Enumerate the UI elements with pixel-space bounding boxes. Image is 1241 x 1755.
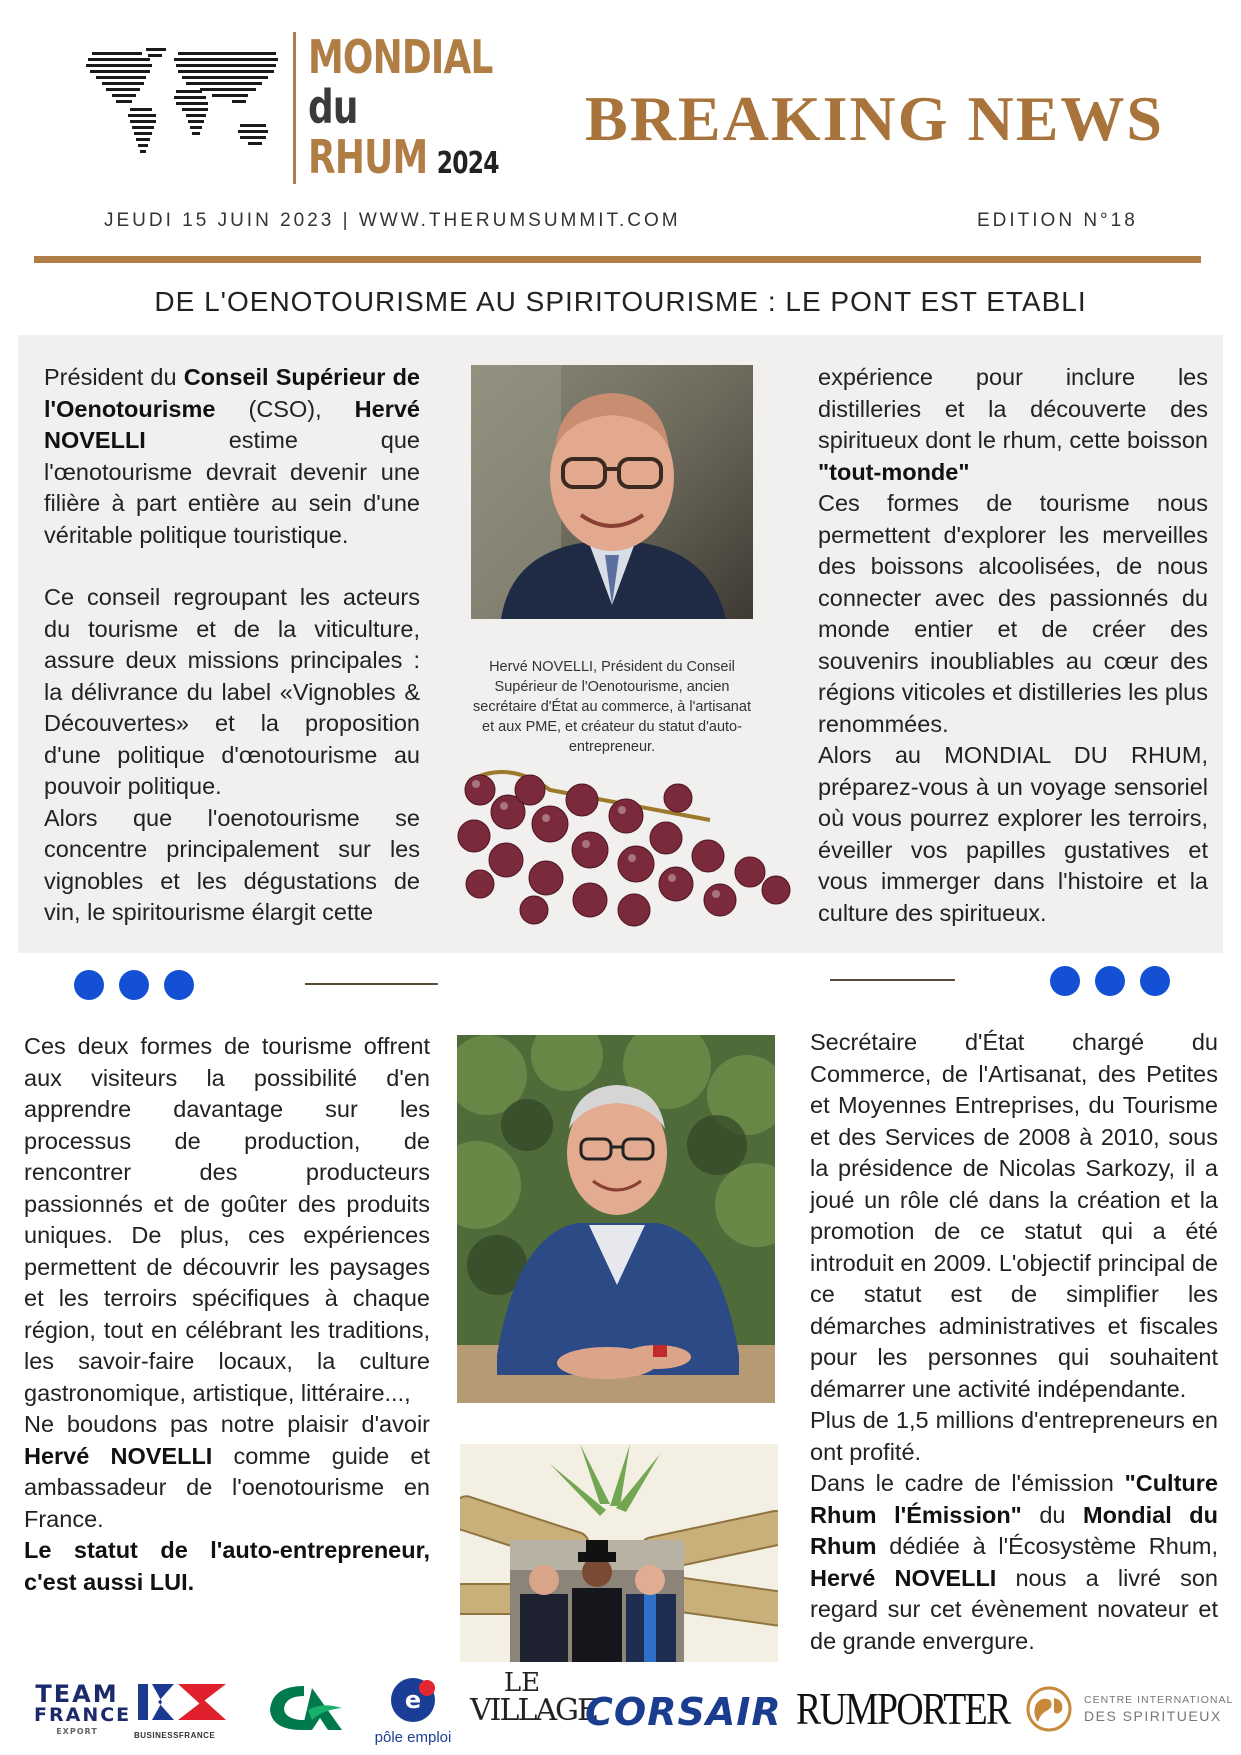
article-headline: DE L'OENOTOURISME AU SPIRITOURISME : LE PONT EST ETABLI [154, 286, 1087, 317]
brand-line2: du [308, 80, 358, 134]
column-4 [24, 1031, 430, 1598]
pole-emploi-logo: e pôle emploi [368, 1674, 458, 1746]
pole-emploi-mark-icon [387, 1674, 439, 1726]
col3-paragraph-3: Alors au MONDIAL DU RHUM, préparez-vous à un voyage sensoriel où vous pourrez explorer les terroirs, éveiller vos papilles gustatives et vous immerger dans l'histoire et la culture des spiritueux. [818, 742, 1208, 926]
header-rule [34, 256, 1201, 263]
le-village-logo: LE VILLAGE [470, 1668, 597, 1728]
mondial-du-rhum-logo [308, 30, 553, 184]
column-3 [818, 362, 1208, 929]
corsair-logo: CORSAIR [585, 1690, 782, 1734]
column-6 [810, 1027, 1218, 1657]
col6-paragraph-3: Dans le cadre de l'émission "Culture Rhum l'Émission" du Mondial du Rhum dédiée à l'Écosystème Rhum, Hervé NOVELLI nous a livré son regard sur cet évènement novateur et de grande envergure. [810, 1470, 1218, 1654]
dateline: JEUDI 15 JUIN 2023 | WWW.THERUMSUMMIT.COM [104, 210, 681, 231]
col6-paragraph-1: Secrétaire d'État chargé du Commerce, de l'Artisanat, des Petites et Moyennes Entreprises, du Tourisme et des Services de 2008 à 2010, sous la présidence de Nicolas Sarkozy, il a joué un rôle clé dans la création et la promotion de ce statut qui a été introduit en 2009. L'objectif principal de ce statut est de simplifier les démarches administratives et fiscales pour les personnes qui souhaitent démarrer une activité indépendante. [810, 1029, 1218, 1402]
team-france-export-logo: TEAM FRANCE EXPORT [34, 1680, 132, 1736]
sponsor-bar: TEAM FRANCE EXPORT BUSINESSFRANCE e pôle emploi LE VILLAGE CORSAIR RUMPORTER CENTRE INTERNATIONAL DES SPIRITUEUX [34, 1668, 1234, 1746]
svg-text:e: e [404, 1686, 422, 1714]
blue-dot [164, 970, 194, 1000]
blue-dots-left [74, 970, 194, 1000]
business-france-mark-icon [134, 1678, 230, 1726]
edition-number: EDITION N°18 [977, 210, 1138, 231]
globe-icon [1024, 1684, 1074, 1734]
brand-line1: MONDIAL [308, 30, 493, 84]
credit-agricole-logo [262, 1680, 346, 1741]
col1-paragraph-1: Président du Conseil Supérieur de l'Oenotourisme (CSO), Hervé NOVELLI estime que l'œnotourisme devrait devenir une filière à part entière au sein d'une véritable politique touristique. [44, 364, 420, 548]
sugarcane-group-photo [460, 1444, 778, 1662]
divider-line-left [305, 983, 438, 985]
world-map-logo [82, 46, 282, 172]
brand-year: 2024 [436, 146, 499, 181]
col4-paragraph-3: Le statut de l'auto-entrepreneur, c'est aussi LUI. [24, 1537, 430, 1595]
col4-paragraph-2: Ne boudons pas notre plaisir d'avoir Hervé NOVELLI comme guide et ambassadeur de l'oenotourisme en France. [24, 1411, 430, 1532]
portrait-photo [471, 365, 753, 619]
col3-paragraph-2: Ces formes de tourisme nous permettent d'explorer les merveilles des boissons alcoolisées, de nous connecter avec des passionnés du monde entier et de créer des souvenirs inoubliables au cœur des régions viticoles et distilleries les plus renommées. [818, 490, 1208, 737]
blue-dots-right [1050, 966, 1170, 996]
blue-dot [1095, 966, 1125, 996]
rumporter-logo: RUMPORTER [796, 1683, 1010, 1734]
blue-dot [1050, 966, 1080, 996]
blue-dot [74, 970, 104, 1000]
blue-dot [119, 970, 149, 1000]
col3-paragraph-1: expérience pour inclure les distilleries et la découverte des spiritueux dont le rhum, cette boisson "tout-monde" [818, 364, 1208, 485]
brand-line3: RHUM [308, 130, 428, 184]
col1-paragraph-2: Ce conseil regroupant les acteurs du tourisme et de la viticulture, assure deux missions principales : la délivrance du label «Vignobles & Découvertes» et la proposition d'une politique d'œnotourisme au pouvoir politique. [44, 584, 420, 799]
blue-dot [1140, 966, 1170, 996]
col4-paragraph-1: Ces deux formes de tourisme offrent aux visiteurs la possibilité d'en apprendre davantage sur les processus de production, de rencontrer des producteurs passionnés et de goûter des produits uniques. De plus, ces expériences permettent de découvrir les paysages et les terroirs spécifiques à chaque région, tout en célébrant les traditions, les savoir-faire locaux, la culture gastronomique, artistique, littéraire..., [24, 1033, 430, 1406]
business-france-logo: BUSINESSFRANCE [134, 1678, 230, 1740]
portrait-caption: Hervé NOVELLI, Président du Conseil Supérieur de l'Oenotourisme, ancien secrétaire d'État au commerce, à l'artisanat et aux PME, et créateur du statut d'auto-entrepreneur. [473, 659, 751, 755]
breaking-news-title: BREAKING NEWS [585, 83, 1164, 154]
grapes-image [450, 760, 800, 940]
divider-line-right [830, 979, 955, 981]
brand-divider [293, 32, 296, 184]
col1-paragraph-3: Alors que l'oenotourisme se concentre principalement sur les vignobles et les dégustations de vin, le spiritourisme élargit cette [44, 804, 420, 925]
seated-portrait-photo [457, 1035, 775, 1403]
credit-agricole-mark-icon [262, 1680, 346, 1736]
column-1 [44, 362, 420, 929]
col6-paragraph-2: Plus de 1,5 millions d'entrepreneurs en ont profité. [810, 1407, 1218, 1465]
